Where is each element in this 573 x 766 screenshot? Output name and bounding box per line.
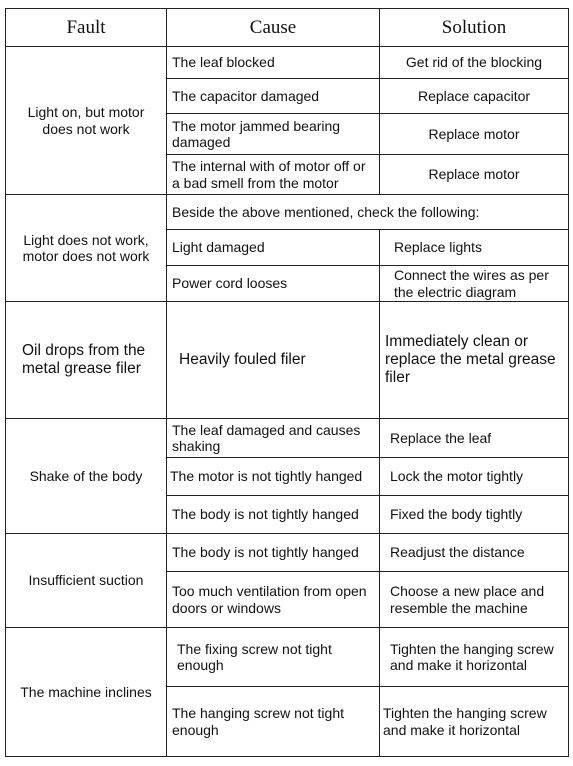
header-row — [6, 9, 569, 47]
header-cause: Cause — [167, 9, 380, 47]
solution-cell: Replace motor — [380, 114, 569, 155]
cause-cell: The motor jammed bearing damaged — [167, 114, 380, 155]
fault-cell: Insufficient suction — [6, 534, 167, 628]
cause-cell: The body is not tightly hanged — [167, 534, 380, 572]
cause-cell: The motor is not tightly hanged — [167, 458, 380, 496]
solution-cell: Replace the leaf — [380, 419, 569, 458]
note-cell: Beside the above mentioned, check the following: — [167, 195, 569, 230]
cause-cell: The fixing screw not tight enough — [167, 628, 380, 687]
solution-cell: Readjust the distance — [380, 534, 569, 572]
cause-cell: Too much ventilation from open doors or windows — [167, 572, 380, 628]
table-row — [6, 302, 569, 419]
troubleshooting-table — [5, 8, 569, 757]
table-row — [6, 534, 569, 572]
solution-cell: Lock the motor tightly — [380, 458, 569, 496]
table-row — [6, 195, 569, 230]
fault-cell: Oil drops from the metal grease filer — [6, 302, 167, 419]
cause-cell: The internal with of motor off or a bad smell from the motor — [167, 155, 380, 195]
solution-cell: Replace lights — [380, 230, 569, 266]
solution-cell: Fixed the body tightly — [380, 496, 569, 534]
solution-cell: Tighten the hanging screw and make it horizontal — [380, 628, 569, 687]
cause-cell: The leaf blocked — [167, 47, 380, 79]
fault-cell: Light does not work, motor does not work — [6, 195, 167, 302]
cause-cell: The body is not tightly hanged — [167, 496, 380, 534]
header-solution: Solution — [380, 9, 569, 47]
cause-cell: Heavily fouled filer — [167, 302, 380, 419]
solution-cell: Connect the wires as per the electric diagram — [380, 266, 569, 302]
cause-cell: The hanging screw not tight enough — [167, 687, 380, 757]
cause-cell: The capacitor damaged — [167, 79, 380, 114]
solution-cell: Choose a new place and resemble the machine — [380, 572, 569, 628]
header-fault: Fault — [6, 9, 167, 47]
solution-cell: Replace capacitor — [380, 79, 569, 114]
solution-cell: Tighten the hanging screw and make it horizontal — [380, 687, 569, 757]
fault-cell: Light on, but motor does not work — [6, 47, 167, 195]
solution-cell: Immediately clean or replace the metal grease filer — [380, 302, 569, 419]
table-row — [6, 47, 569, 79]
solution-cell: Replace motor — [380, 155, 569, 195]
fault-cell: The machine inclines — [6, 628, 167, 757]
cause-cell: Light damaged — [167, 230, 380, 266]
fault-cell: Shake of the body — [6, 419, 167, 534]
cause-cell: Power cord looses — [167, 266, 380, 302]
table-row — [6, 419, 569, 458]
table-row — [6, 628, 569, 687]
cause-cell: The leaf damaged and causes shaking — [167, 419, 380, 458]
solution-cell: Get rid of the blocking — [380, 47, 569, 79]
